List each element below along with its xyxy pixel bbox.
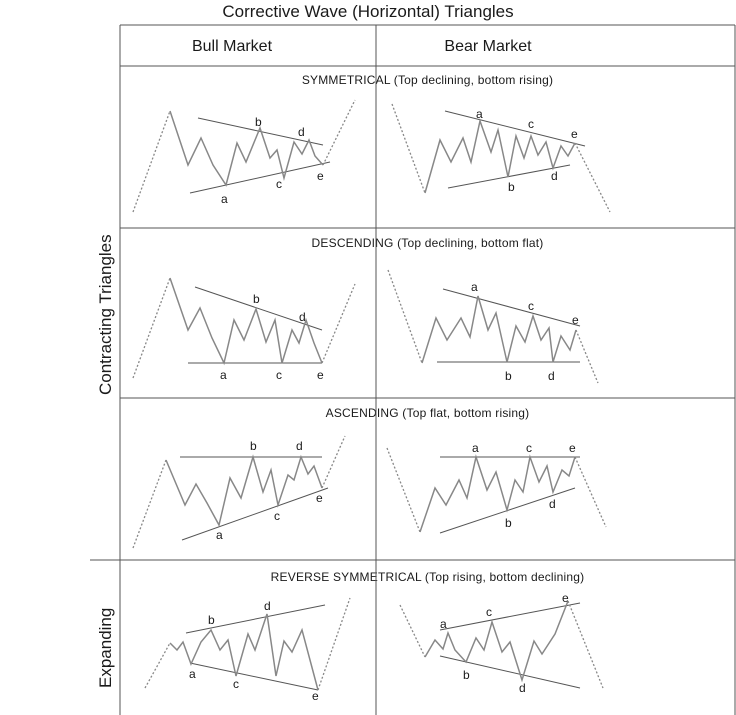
group-label-expanding: Expanding bbox=[96, 607, 115, 688]
trendline-lower bbox=[190, 162, 330, 193]
wave-label-e: e bbox=[572, 313, 579, 327]
wave-label-c: c bbox=[486, 605, 492, 619]
wave-label-d: d bbox=[296, 439, 303, 453]
wave-label-d: d bbox=[519, 681, 526, 695]
wave-label-a: a bbox=[189, 667, 196, 681]
panel-descending-bear bbox=[388, 270, 598, 383]
wave-breakout bbox=[568, 601, 603, 688]
row-caption-ascending: ASCENDING (Top flat, bottom rising) bbox=[325, 406, 530, 420]
wave-label-e: e bbox=[312, 689, 319, 703]
wave-label-c: c bbox=[276, 177, 282, 191]
wave-label-c: c bbox=[233, 677, 239, 691]
column-header-bear: Bear Market bbox=[444, 38, 532, 55]
wave-label-a: a bbox=[471, 280, 478, 294]
wave-lead-in bbox=[388, 270, 422, 363]
panel-symmetrical-bull bbox=[133, 100, 355, 212]
wave-breakout bbox=[322, 284, 355, 363]
wave-label-c: c bbox=[274, 509, 280, 523]
wave-label-b: b bbox=[463, 668, 470, 682]
wave-label-d: d bbox=[264, 599, 271, 613]
wave-lead-in bbox=[145, 643, 170, 688]
wave-path bbox=[422, 296, 576, 363]
wave-label-d: d bbox=[299, 310, 306, 324]
wave-path bbox=[420, 457, 575, 532]
trendline-lower bbox=[182, 488, 328, 540]
wave-label-e: e bbox=[569, 441, 576, 455]
row-caption-descending: DESCENDING (Top declining, bottom flat) bbox=[311, 236, 544, 250]
panel-ascending-bear bbox=[387, 441, 606, 533]
wave-breakout bbox=[575, 457, 606, 527]
wave-label-e: e bbox=[571, 127, 578, 141]
panel-descending-bull bbox=[133, 278, 355, 382]
trendline-upper bbox=[443, 289, 580, 326]
wave-label-b: b bbox=[255, 115, 262, 129]
wave-label-d: d bbox=[549, 497, 556, 511]
wave-label-a: a bbox=[476, 107, 483, 121]
row-caption-reverse: REVERSE SYMMETRICAL (Top rising, bottom declining) bbox=[270, 570, 585, 584]
wave-label-c: c bbox=[528, 117, 534, 131]
wave-breakout bbox=[576, 330, 598, 383]
wave-label-e: e bbox=[562, 591, 569, 605]
wave-label-b: b bbox=[250, 439, 257, 453]
trendline-lower bbox=[440, 656, 580, 688]
trendline-lower bbox=[190, 663, 318, 690]
wave-label-a: a bbox=[472, 441, 479, 455]
wave-breakout bbox=[322, 436, 345, 488]
wave-label-b: b bbox=[505, 369, 512, 383]
wave-lead-in bbox=[133, 278, 170, 378]
group-label-contracting: Contracting Triangles bbox=[96, 234, 115, 395]
wave-breakout bbox=[575, 143, 610, 212]
wave-lead-in bbox=[387, 448, 420, 532]
wave-label-a: a bbox=[440, 617, 447, 631]
wave-label-a: a bbox=[216, 528, 223, 542]
wave-label-a: a bbox=[220, 368, 227, 382]
wave-lead-in bbox=[133, 111, 170, 212]
wave-label-b: b bbox=[505, 516, 512, 530]
wave-label-d: d bbox=[298, 125, 305, 139]
wave-label-d: d bbox=[551, 169, 558, 183]
wave-label-e: e bbox=[317, 169, 324, 183]
wave-label-b: b bbox=[508, 180, 515, 194]
wave-path bbox=[166, 457, 322, 525]
wave-label-d: d bbox=[548, 369, 555, 383]
wave-label-e: e bbox=[317, 368, 324, 382]
wave-breakout bbox=[323, 100, 355, 165]
wave-lead-in bbox=[133, 460, 166, 548]
wave-label-c: c bbox=[276, 368, 282, 382]
wave-path bbox=[425, 601, 568, 680]
wave-breakout bbox=[318, 598, 350, 690]
wave-label-c: c bbox=[528, 299, 534, 313]
page-title: Corrective Wave (Horizontal) Triangles bbox=[222, 2, 514, 21]
column-header-bull: Bull Market bbox=[191, 38, 273, 55]
panel-symmetrical-bear bbox=[392, 104, 610, 212]
wave-lead-in bbox=[400, 605, 425, 657]
wave-label-b: b bbox=[208, 613, 215, 627]
row-caption-symmetrical: SYMMETRICAL (Top declining, bottom rising) bbox=[301, 73, 554, 87]
panel-reverse-bear bbox=[400, 591, 603, 695]
grid bbox=[90, 25, 735, 715]
wave-label-e: e bbox=[316, 491, 323, 505]
trendline-upper bbox=[186, 605, 325, 633]
wave-lead-in bbox=[392, 104, 425, 193]
panel-ascending-bull bbox=[133, 436, 345, 548]
wave-label-a: a bbox=[221, 192, 228, 206]
panel-reverse-bull bbox=[145, 598, 350, 703]
wave-label-c: c bbox=[526, 441, 532, 455]
wave-path bbox=[170, 111, 323, 185]
trendline-upper bbox=[440, 603, 580, 630]
wave-label-b: b bbox=[253, 292, 260, 306]
